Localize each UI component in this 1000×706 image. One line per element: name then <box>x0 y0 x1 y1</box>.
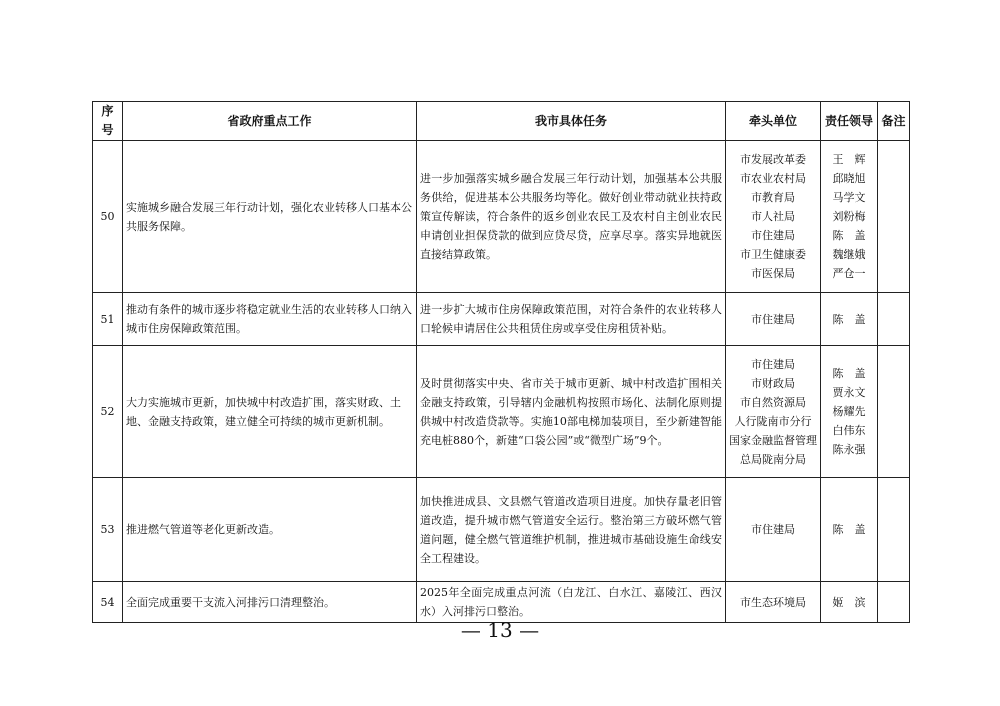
header-task: 我市具体任务 <box>417 102 726 141</box>
row-number: 53 <box>93 478 123 582</box>
responsible-leader: 陈 盖 <box>832 229 866 242</box>
responsible-leader: 贾永文 <box>832 386 866 399</box>
lead-unit: 市教育局 <box>751 191 795 204</box>
lead-unit: 市人社局 <box>751 210 795 223</box>
lead-unit: 市医保局 <box>751 267 795 280</box>
remark <box>878 141 910 293</box>
lead-unit: 市财政局 <box>751 376 795 390</box>
row-number: 52 <box>93 346 123 478</box>
table-header-row <box>93 102 910 141</box>
lead-unit: 市住建局 <box>751 229 795 242</box>
responsible-leader: 刘粉梅 <box>832 210 866 223</box>
provincial-work: 全面完成重要干支流入河排污口清理整治。 <box>123 582 417 623</box>
city-task: 加快推进成县、文县燃气管道改造项目进度。加快存量老旧管道改造，提升城市燃气管道安全运行。整治第三方破坏燃气管道问题，健全燃气管道维护机制，推进城市基础设施生命线安全工程建设。 <box>417 478 726 582</box>
lead-unit: 总局陇南分局 <box>740 452 806 466</box>
provincial-work: 实施城乡融合发展三年行动计划，强化农业转移人口基本公共服务保障。 <box>123 141 417 293</box>
lead-unit: 市卫生健康委 <box>740 248 806 261</box>
header-work: 省政府重点工作 <box>123 102 417 141</box>
lead-unit: 市生态环境局 <box>740 595 806 609</box>
responsible-leader: 马学文 <box>832 191 866 204</box>
remark <box>878 478 910 582</box>
lead-unit: 市住建局 <box>751 357 795 371</box>
provincial-work: 推进燃气管道等老化更新改造。 <box>123 478 417 582</box>
responsible-leader: 陈 盖 <box>832 312 866 326</box>
lead-unit: 人行陇南市分行 <box>734 414 812 428</box>
lead-units <box>726 582 821 623</box>
row-number: 51 <box>93 293 123 346</box>
lead-units <box>726 293 821 346</box>
remark <box>878 293 910 346</box>
lead-unit: 市自然资源局 <box>740 395 806 409</box>
header-note: 备注 <box>878 102 910 141</box>
lead-unit: 国家金融监督管理 <box>729 433 817 447</box>
responsible-leader: 白伟东 <box>832 424 866 437</box>
responsible-leader: 邱晓旭 <box>832 172 866 185</box>
row-number: 54 <box>93 582 123 623</box>
responsible-leader: 王 辉 <box>832 153 866 166</box>
table-row <box>93 582 910 623</box>
responsible-leaders <box>821 582 878 623</box>
header-leader: 责任领导 <box>821 102 878 141</box>
lead-units <box>726 346 821 478</box>
row-number: 50 <box>93 141 123 293</box>
responsible-leaders <box>821 346 878 478</box>
responsible-leader: 杨耀先 <box>832 405 866 418</box>
table-row <box>93 293 910 346</box>
remark <box>878 346 910 478</box>
lead-unit: 市住建局 <box>751 523 795 536</box>
provincial-work: 推动有条件的城市逐步将稳定就业生活的农业转移人口纳入城市住房保障政策范围。 <box>123 293 417 346</box>
city-task: 2025年全面完成重点河流（白龙江、白水江、嘉陵江、西汉水）入河排污口整治。 <box>417 582 726 623</box>
lead-units <box>726 141 821 293</box>
responsible-leader: 严仓一 <box>832 267 866 280</box>
header-no: 序号 <box>93 102 123 141</box>
header-unit: 牵头单位 <box>726 102 821 141</box>
lead-unit: 市农业农村局 <box>740 172 806 185</box>
city-task: 及时贯彻落实中央、省市关于城市更新、城中村改造扩围相关金融支持政策，引导辖内金融机构按照市场化、法制化原则提供城中村改造贷款等。实施10部电梯加装项目，至少新建智能充电桩880个，新建“口袋公园”或“微型广场”9个。 <box>417 346 726 478</box>
table-row <box>93 141 910 293</box>
page-number: — 13 — <box>460 618 540 642</box>
responsible-leaders <box>821 293 878 346</box>
responsible-leaders <box>821 478 878 582</box>
city-task: 进一步加强落实城乡融合发展三年行动计划，加强基本公共服务供给，促进基本公共服务均等化。做好创业带动就业扶持政策宣传解读，符合条件的返乡创业农民工及农村自主创业农民申请创业担保贷款的做到应贷尽贷，应享尽享。落实异地就医直接结算政策。 <box>417 141 726 293</box>
task-table <box>92 101 910 623</box>
responsible-leaders <box>821 141 878 293</box>
provincial-work: 大力实施城市更新，加快城中村改造扩围，落实财政、土地、金融支持政策，建立健全可持续的城市更新机制。 <box>123 346 417 478</box>
city-task: 进一步扩大城市住房保障政策范围，对符合条件的农业转移人口轮候申请居住公共租赁住房或享受住房租赁补贴。 <box>417 293 726 346</box>
lead-unit: 市发展改革委 <box>740 153 806 166</box>
responsible-leader: 陈 盖 <box>832 523 866 536</box>
table-row <box>93 346 910 478</box>
lead-unit: 市住建局 <box>751 312 795 326</box>
remark <box>878 582 910 623</box>
responsible-leader: 陈 盖 <box>832 367 866 380</box>
lead-units <box>726 478 821 582</box>
table-row <box>93 478 910 582</box>
responsible-leader: 姬 滨 <box>832 595 866 609</box>
responsible-leader: 魏继娥 <box>832 248 866 261</box>
responsible-leader: 陈永强 <box>832 443 866 456</box>
